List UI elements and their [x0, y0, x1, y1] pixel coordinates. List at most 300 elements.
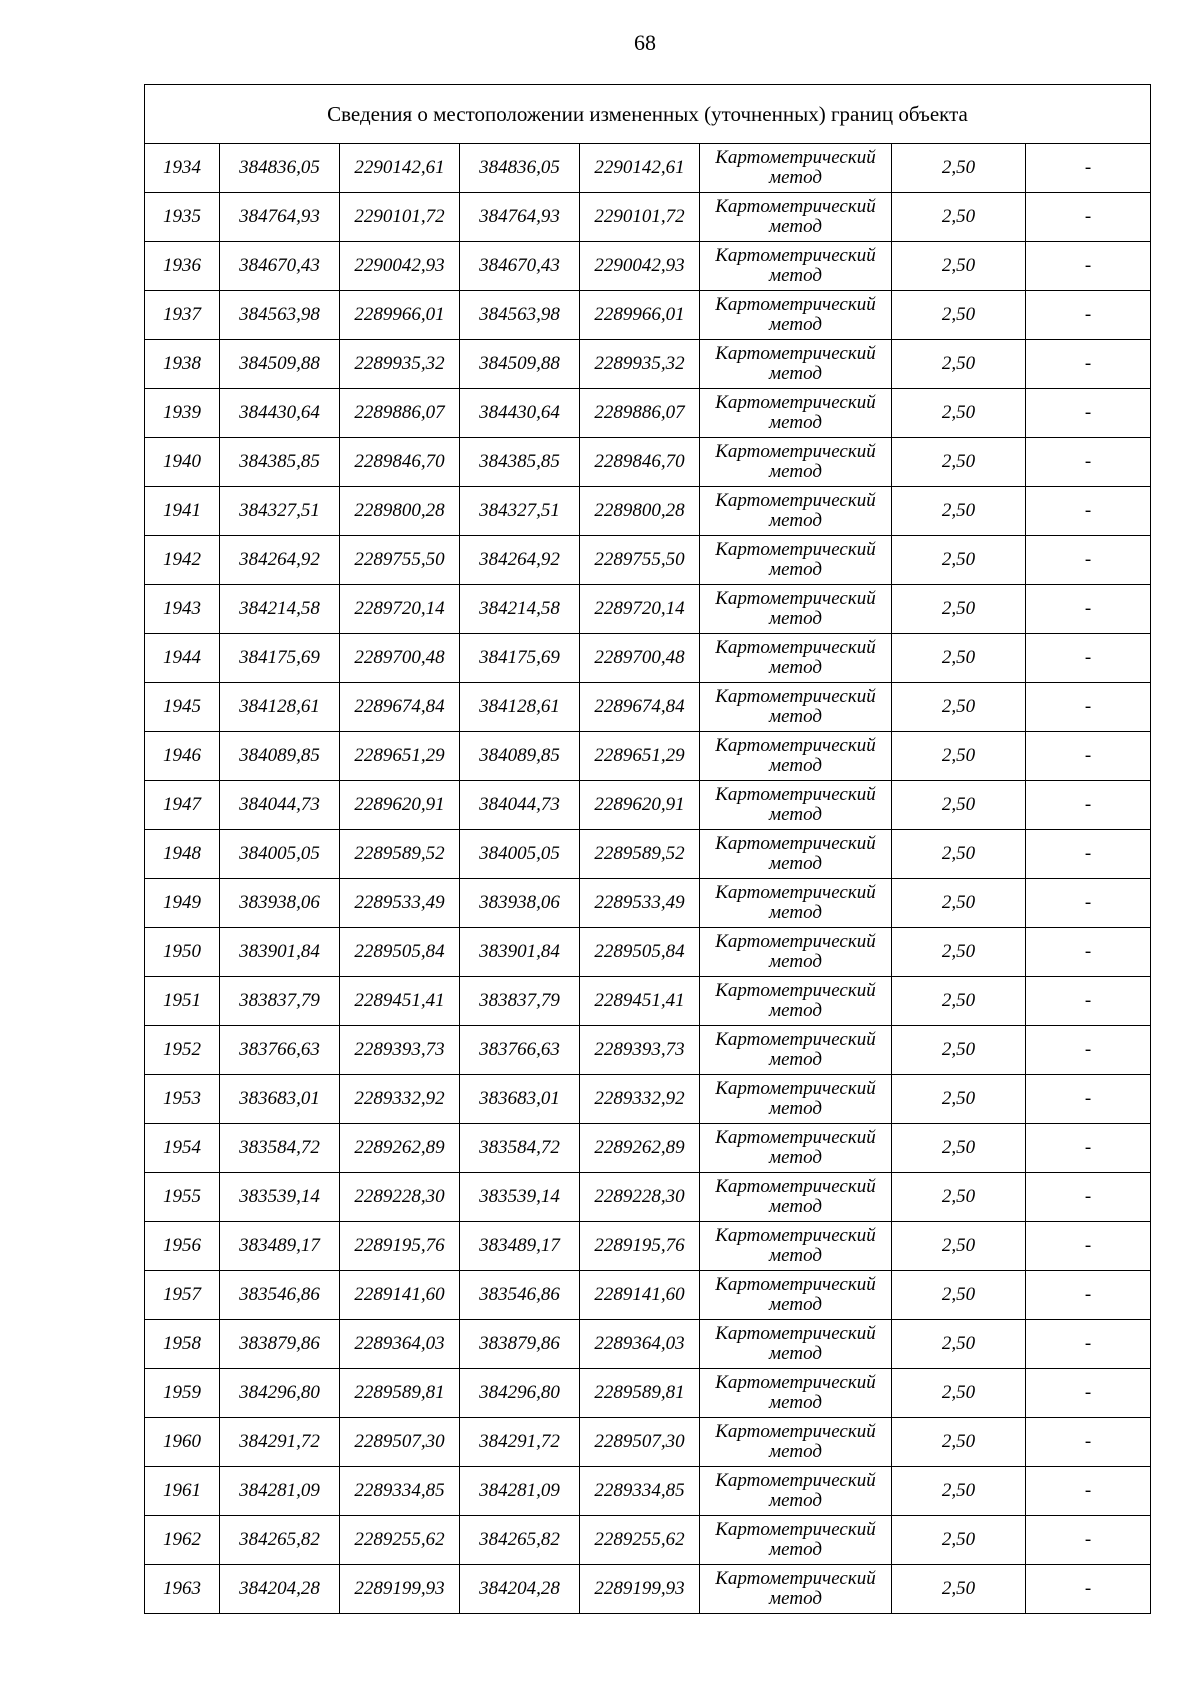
point-number-cell: 1952 [145, 1026, 220, 1075]
point-number-cell: 1944 [145, 634, 220, 683]
y-new-cell: 2289800,28 [580, 487, 700, 536]
description-cell: - [1026, 193, 1151, 242]
method-line-2: метод [769, 1490, 822, 1511]
table-row [145, 879, 1151, 928]
y-new-cell: 2290101,72 [580, 193, 700, 242]
y-old-cell: 2289195,76 [340, 1222, 460, 1271]
y-old-cell: 2289533,49 [340, 879, 460, 928]
x-old-cell: 383837,79 [220, 977, 340, 1026]
table-row [145, 1516, 1151, 1565]
method-line-2: метод [769, 853, 822, 874]
description-cell: - [1026, 781, 1151, 830]
point-number-cell: 1941 [145, 487, 220, 536]
y-old-cell: 2289451,41 [340, 977, 460, 1026]
point-number-cell: 1934 [145, 144, 220, 193]
method-line-1: Картометрический [715, 1372, 876, 1393]
point-number-cell: 1956 [145, 1222, 220, 1271]
method-line-1: Картометрический [715, 147, 876, 168]
x-new-cell: 384128,61 [460, 683, 580, 732]
y-new-cell: 2289935,32 [580, 340, 700, 389]
method-line-2: метод [769, 1343, 822, 1364]
x-new-cell: 383683,01 [460, 1075, 580, 1124]
method-cell [700, 340, 892, 389]
x-old-cell: 384296,80 [220, 1369, 340, 1418]
y-new-cell: 2289620,91 [580, 781, 700, 830]
x-new-cell: 384670,43 [460, 242, 580, 291]
x-new-cell: 383546,86 [460, 1271, 580, 1320]
accuracy-cell: 2,50 [892, 1173, 1026, 1222]
table-row [145, 781, 1151, 830]
x-new-cell: 384281,09 [460, 1467, 580, 1516]
point-number-cell: 1936 [145, 242, 220, 291]
table-row [145, 634, 1151, 683]
method-cell [700, 879, 892, 928]
accuracy-cell: 2,50 [892, 1467, 1026, 1516]
description-cell: - [1026, 879, 1151, 928]
description-cell: - [1026, 683, 1151, 732]
y-new-cell: 2289451,41 [580, 977, 700, 1026]
method-line-1: Картометрический [715, 637, 876, 658]
description-cell: - [1026, 487, 1151, 536]
method-line-2: метод [769, 1049, 822, 1070]
point-number-cell: 1958 [145, 1320, 220, 1369]
x-new-cell: 384430,64 [460, 389, 580, 438]
point-number-cell: 1940 [145, 438, 220, 487]
accuracy-cell: 2,50 [892, 487, 1026, 536]
table-row [145, 1565, 1151, 1614]
point-number-cell: 1962 [145, 1516, 220, 1565]
y-new-cell: 2289720,14 [580, 585, 700, 634]
description-cell: - [1026, 585, 1151, 634]
accuracy-cell: 2,50 [892, 536, 1026, 585]
description-cell: - [1026, 977, 1151, 1026]
y-old-cell: 2290142,61 [340, 144, 460, 193]
x-old-cell: 383901,84 [220, 928, 340, 977]
description-cell: - [1026, 536, 1151, 585]
description-cell: - [1026, 242, 1151, 291]
y-new-cell: 2289651,29 [580, 732, 700, 781]
y-new-cell: 2289332,92 [580, 1075, 700, 1124]
accuracy-cell: 2,50 [892, 634, 1026, 683]
point-number-cell: 1951 [145, 977, 220, 1026]
accuracy-cell: 2,50 [892, 1222, 1026, 1271]
y-old-cell: 2290101,72 [340, 193, 460, 242]
method-cell [700, 1222, 892, 1271]
description-cell: - [1026, 732, 1151, 781]
x-new-cell: 384296,80 [460, 1369, 580, 1418]
y-new-cell: 2289700,48 [580, 634, 700, 683]
table-row [145, 1418, 1151, 1467]
method-line-1: Картометрический [715, 392, 876, 413]
method-cell [700, 977, 892, 1026]
method-cell [700, 144, 892, 193]
table-row [145, 1467, 1151, 1516]
y-new-cell: 2289262,89 [580, 1124, 700, 1173]
point-number-cell: 1950 [145, 928, 220, 977]
method-line-1: Картометрический [715, 1568, 876, 1589]
y-old-cell: 2289720,14 [340, 585, 460, 634]
method-line-1: Картометрический [715, 833, 876, 854]
x-old-cell: 384281,09 [220, 1467, 340, 1516]
point-number-cell: 1947 [145, 781, 220, 830]
method-cell [700, 1271, 892, 1320]
y-old-cell: 2289674,84 [340, 683, 460, 732]
method-line-2: метод [769, 1098, 822, 1119]
accuracy-cell: 2,50 [892, 1075, 1026, 1124]
y-old-cell: 2289228,30 [340, 1173, 460, 1222]
x-new-cell: 383766,63 [460, 1026, 580, 1075]
method-cell [700, 1565, 892, 1614]
point-number-cell: 1945 [145, 683, 220, 732]
description-cell: - [1026, 1271, 1151, 1320]
accuracy-cell: 2,50 [892, 144, 1026, 193]
method-line-2: метод [769, 1588, 822, 1609]
boundary-coordinates-table [144, 84, 1151, 1614]
y-new-cell: 2289755,50 [580, 536, 700, 585]
x-new-cell: 384204,28 [460, 1565, 580, 1614]
accuracy-cell: 2,50 [892, 683, 1026, 732]
y-old-cell: 2289966,01 [340, 291, 460, 340]
method-line-1: Картометрический [715, 784, 876, 805]
point-number-cell: 1943 [145, 585, 220, 634]
accuracy-cell: 2,50 [892, 193, 1026, 242]
method-line-2: метод [769, 1196, 822, 1217]
method-cell [700, 683, 892, 732]
accuracy-cell: 2,50 [892, 340, 1026, 389]
x-new-cell: 384005,05 [460, 830, 580, 879]
accuracy-cell: 2,50 [892, 732, 1026, 781]
accuracy-cell: 2,50 [892, 1516, 1026, 1565]
x-new-cell: 383539,14 [460, 1173, 580, 1222]
y-new-cell: 2289199,93 [580, 1565, 700, 1614]
accuracy-cell: 2,50 [892, 438, 1026, 487]
accuracy-cell: 2,50 [892, 1124, 1026, 1173]
method-line-2: метод [769, 265, 822, 286]
x-old-cell: 384265,82 [220, 1516, 340, 1565]
method-cell [700, 781, 892, 830]
point-number-cell: 1946 [145, 732, 220, 781]
method-line-2: метод [769, 951, 822, 972]
y-old-cell: 2289364,03 [340, 1320, 460, 1369]
method-line-1: Картометрический [715, 1029, 876, 1050]
x-old-cell: 384128,61 [220, 683, 340, 732]
x-old-cell: 383879,86 [220, 1320, 340, 1369]
x-new-cell: 384089,85 [460, 732, 580, 781]
y-old-cell: 2289255,62 [340, 1516, 460, 1565]
method-cell [700, 193, 892, 242]
table-row [145, 928, 1151, 977]
description-cell: - [1026, 830, 1151, 879]
y-new-cell: 2289507,30 [580, 1418, 700, 1467]
method-line-1: Картометрический [715, 294, 876, 315]
method-cell [700, 585, 892, 634]
accuracy-cell: 2,50 [892, 1565, 1026, 1614]
description-cell: - [1026, 1173, 1151, 1222]
y-new-cell: 2289886,07 [580, 389, 700, 438]
y-old-cell: 2289700,48 [340, 634, 460, 683]
accuracy-cell: 2,50 [892, 291, 1026, 340]
y-new-cell: 2289846,70 [580, 438, 700, 487]
description-cell: - [1026, 1075, 1151, 1124]
y-old-cell: 2289199,93 [340, 1565, 460, 1614]
y-old-cell: 2289334,85 [340, 1467, 460, 1516]
x-old-cell: 384175,69 [220, 634, 340, 683]
x-new-cell: 384291,72 [460, 1418, 580, 1467]
y-new-cell: 2290142,61 [580, 144, 700, 193]
x-new-cell: 384385,85 [460, 438, 580, 487]
y-new-cell: 2289364,03 [580, 1320, 700, 1369]
point-number-cell: 1960 [145, 1418, 220, 1467]
method-line-1: Картометрический [715, 196, 876, 217]
table-row [145, 1222, 1151, 1271]
method-cell [700, 438, 892, 487]
x-new-cell: 383938,06 [460, 879, 580, 928]
table-row [145, 830, 1151, 879]
x-old-cell: 383546,86 [220, 1271, 340, 1320]
method-cell [700, 1026, 892, 1075]
method-cell [700, 1124, 892, 1173]
table-title: Сведения о местоположении измененных (уточненных) границ объекта [145, 85, 1151, 144]
description-cell: - [1026, 438, 1151, 487]
x-new-cell: 384265,82 [460, 1516, 580, 1565]
table-row [145, 193, 1151, 242]
x-new-cell: 383879,86 [460, 1320, 580, 1369]
y-new-cell: 2289195,76 [580, 1222, 700, 1271]
x-old-cell: 383766,63 [220, 1026, 340, 1075]
description-cell: - [1026, 144, 1151, 193]
y-old-cell: 2289589,52 [340, 830, 460, 879]
accuracy-cell: 2,50 [892, 879, 1026, 928]
page-number: 68 [634, 30, 656, 55]
description-cell: - [1026, 1222, 1151, 1271]
y-new-cell: 2289334,85 [580, 1467, 700, 1516]
y-new-cell: 2290042,93 [580, 242, 700, 291]
x-new-cell: 384836,05 [460, 144, 580, 193]
method-cell [700, 1467, 892, 1516]
y-new-cell: 2289533,49 [580, 879, 700, 928]
y-old-cell: 2289620,91 [340, 781, 460, 830]
y-new-cell: 2289589,52 [580, 830, 700, 879]
method-cell [700, 1320, 892, 1369]
accuracy-cell: 2,50 [892, 781, 1026, 830]
method-cell [700, 1418, 892, 1467]
point-number-cell: 1953 [145, 1075, 220, 1124]
x-old-cell: 383584,72 [220, 1124, 340, 1173]
method-line-2: метод [769, 1294, 822, 1315]
y-old-cell: 2289505,84 [340, 928, 460, 977]
method-line-1: Картометрический [715, 1274, 876, 1295]
point-number-cell: 1963 [145, 1565, 220, 1614]
x-old-cell: 384005,05 [220, 830, 340, 879]
y-old-cell: 2289651,29 [340, 732, 460, 781]
method-line-1: Картометрический [715, 1519, 876, 1540]
table-title-row [145, 85, 1151, 144]
description-cell: - [1026, 1418, 1151, 1467]
point-number-cell: 1961 [145, 1467, 220, 1516]
x-new-cell: 384044,73 [460, 781, 580, 830]
description-cell: - [1026, 1467, 1151, 1516]
table-row [145, 683, 1151, 732]
method-cell [700, 732, 892, 781]
x-old-cell: 384563,98 [220, 291, 340, 340]
method-cell [700, 634, 892, 683]
x-new-cell: 384175,69 [460, 634, 580, 683]
x-old-cell: 383489,17 [220, 1222, 340, 1271]
x-new-cell: 384563,98 [460, 291, 580, 340]
point-number-cell: 1939 [145, 389, 220, 438]
point-number-cell: 1949 [145, 879, 220, 928]
accuracy-cell: 2,50 [892, 585, 1026, 634]
method-line-2: метод [769, 559, 822, 580]
method-line-2: метод [769, 1000, 822, 1021]
method-line-2: метод [769, 216, 822, 237]
y-new-cell: 2289393,73 [580, 1026, 700, 1075]
y-old-cell: 2289846,70 [340, 438, 460, 487]
x-old-cell: 384764,93 [220, 193, 340, 242]
table-row [145, 1271, 1151, 1320]
table-row [145, 977, 1151, 1026]
method-line-1: Картометрический [715, 1127, 876, 1148]
method-cell [700, 830, 892, 879]
y-new-cell: 2289966,01 [580, 291, 700, 340]
method-line-1: Картометрический [715, 1470, 876, 1491]
x-new-cell: 383901,84 [460, 928, 580, 977]
x-old-cell: 384509,88 [220, 340, 340, 389]
x-old-cell: 384089,85 [220, 732, 340, 781]
accuracy-cell: 2,50 [892, 1418, 1026, 1467]
table-row [145, 1320, 1151, 1369]
x-new-cell: 384764,93 [460, 193, 580, 242]
x-old-cell: 384044,73 [220, 781, 340, 830]
method-line-1: Картометрический [715, 245, 876, 266]
point-number-cell: 1957 [145, 1271, 220, 1320]
x-new-cell: 384509,88 [460, 340, 580, 389]
x-new-cell: 384214,58 [460, 585, 580, 634]
x-old-cell: 384204,28 [220, 1565, 340, 1614]
description-cell: - [1026, 634, 1151, 683]
description-cell: - [1026, 291, 1151, 340]
accuracy-cell: 2,50 [892, 928, 1026, 977]
point-number-cell: 1959 [145, 1369, 220, 1418]
method-cell [700, 536, 892, 585]
y-old-cell: 2289507,30 [340, 1418, 460, 1467]
point-number-cell: 1955 [145, 1173, 220, 1222]
y-old-cell: 2289332,92 [340, 1075, 460, 1124]
method-line-1: Картометрический [715, 539, 876, 560]
table-row [145, 732, 1151, 781]
method-line-2: метод [769, 706, 822, 727]
method-line-1: Картометрический [715, 1078, 876, 1099]
table-row [145, 585, 1151, 634]
method-line-1: Картометрический [715, 441, 876, 462]
y-old-cell: 2289589,81 [340, 1369, 460, 1418]
accuracy-cell: 2,50 [892, 1369, 1026, 1418]
y-new-cell: 2289505,84 [580, 928, 700, 977]
y-old-cell: 2289393,73 [340, 1026, 460, 1075]
x-old-cell: 383938,06 [220, 879, 340, 928]
method-line-1: Картометрический [715, 1176, 876, 1197]
y-new-cell: 2289255,62 [580, 1516, 700, 1565]
accuracy-cell: 2,50 [892, 1271, 1026, 1320]
y-new-cell: 2289141,60 [580, 1271, 700, 1320]
y-old-cell: 2289800,28 [340, 487, 460, 536]
x-new-cell: 383489,17 [460, 1222, 580, 1271]
y-old-cell: 2289886,07 [340, 389, 460, 438]
x-old-cell: 384264,92 [220, 536, 340, 585]
method-line-1: Картометрический [715, 588, 876, 609]
x-old-cell: 384214,58 [220, 585, 340, 634]
method-line-2: метод [769, 1147, 822, 1168]
point-number-cell: 1938 [145, 340, 220, 389]
accuracy-cell: 2,50 [892, 830, 1026, 879]
table-row [145, 340, 1151, 389]
method-cell [700, 1075, 892, 1124]
point-number-cell: 1948 [145, 830, 220, 879]
point-number-cell: 1942 [145, 536, 220, 585]
description-cell: - [1026, 1026, 1151, 1075]
method-line-2: метод [769, 363, 822, 384]
method-line-2: метод [769, 412, 822, 433]
method-line-1: Картометрический [715, 1225, 876, 1246]
method-line-2: метод [769, 1245, 822, 1266]
method-line-2: метод [769, 1392, 822, 1413]
x-new-cell: 384264,92 [460, 536, 580, 585]
method-line-1: Картометрический [715, 686, 876, 707]
table-row [145, 1124, 1151, 1173]
accuracy-cell: 2,50 [892, 1026, 1026, 1075]
method-cell [700, 242, 892, 291]
description-cell: - [1026, 1124, 1151, 1173]
y-old-cell: 2290042,93 [340, 242, 460, 291]
description-cell: - [1026, 928, 1151, 977]
method-cell [700, 928, 892, 977]
method-cell [700, 1173, 892, 1222]
accuracy-cell: 2,50 [892, 242, 1026, 291]
method-line-1: Картометрический [715, 931, 876, 952]
method-line-2: метод [769, 461, 822, 482]
method-line-2: метод [769, 608, 822, 629]
method-line-2: метод [769, 1441, 822, 1462]
accuracy-cell: 2,50 [892, 977, 1026, 1026]
method-line-2: метод [769, 804, 822, 825]
table-row [145, 1026, 1151, 1075]
description-cell: - [1026, 1320, 1151, 1369]
table-row [145, 389, 1151, 438]
table-row [145, 144, 1151, 193]
method-line-2: метод [769, 755, 822, 776]
description-cell: - [1026, 1516, 1151, 1565]
method-cell [700, 1516, 892, 1565]
table-row [145, 1173, 1151, 1222]
point-number-cell: 1954 [145, 1124, 220, 1173]
x-old-cell: 384836,05 [220, 144, 340, 193]
method-line-2: метод [769, 167, 822, 188]
x-old-cell: 384670,43 [220, 242, 340, 291]
x-old-cell: 384327,51 [220, 487, 340, 536]
table-row [145, 242, 1151, 291]
method-line-1: Картометрический [715, 882, 876, 903]
method-cell [700, 389, 892, 438]
x-old-cell: 383683,01 [220, 1075, 340, 1124]
table-row [145, 1075, 1151, 1124]
y-old-cell: 2289262,89 [340, 1124, 460, 1173]
accuracy-cell: 2,50 [892, 389, 1026, 438]
x-new-cell: 383584,72 [460, 1124, 580, 1173]
x-old-cell: 383539,14 [220, 1173, 340, 1222]
method-cell [700, 487, 892, 536]
description-cell: - [1026, 340, 1151, 389]
y-old-cell: 2289755,50 [340, 536, 460, 585]
